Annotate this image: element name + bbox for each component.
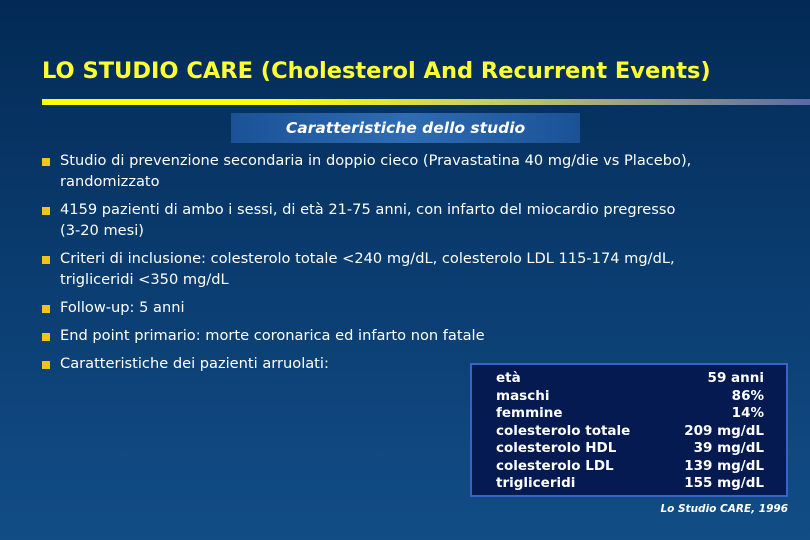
bullet-text: End point primario: morte coronarica ed infarto non fatale — [60, 327, 485, 344]
row-value: 39 mg/dL — [693, 440, 764, 456]
bullet-text-continued: (3-20 mesi) — [60, 222, 144, 239]
bullet-square-icon — [42, 256, 50, 264]
bullet-item — [42, 325, 802, 346]
table-row — [496, 405, 764, 423]
row-value: 209 mg/dL — [684, 422, 764, 439]
table-row — [496, 475, 764, 493]
bullet-text-continued: trigliceridi <350 mg/dL — [60, 271, 229, 288]
row-label: trigliceridi — [496, 475, 576, 491]
row-value: 59 anni — [707, 370, 764, 386]
row-value: 155 mg/dL — [684, 475, 764, 491]
title-underline — [42, 99, 810, 105]
bullet-text-continued: randomizzato — [60, 173, 160, 190]
bullet-item — [42, 248, 802, 290]
row-label: femmine — [496, 405, 563, 421]
table-row — [496, 458, 764, 476]
bullet-item — [42, 199, 802, 241]
bullet-text: Studio di prevenzione secondaria in doppio cieco (Pravastatina 40 mg/die vs Placebo), — [60, 152, 692, 169]
bullet-text: Follow-up: 5 anni — [60, 299, 185, 316]
table-row — [496, 370, 764, 388]
row-label: colesterolo LDL — [496, 457, 614, 474]
bullet-list — [42, 150, 802, 381]
table-row — [496, 388, 764, 406]
patient-characteristics-table — [470, 363, 788, 497]
bullet-square-icon — [42, 361, 50, 369]
row-label: maschi — [496, 387, 550, 404]
bullet-text: Caratteristiche dei pazienti arruolati: — [60, 355, 329, 372]
table-row — [496, 440, 764, 458]
source-citation: Lo Studio CARE, 1996 — [660, 503, 788, 515]
subtitle-banner — [231, 113, 580, 143]
table-row — [496, 423, 764, 441]
bullet-square-icon — [42, 333, 50, 341]
row-label: colesterolo HDL — [496, 440, 617, 456]
row-value: 14% — [731, 405, 764, 421]
subtitle: Caratteristiche dello studio — [285, 119, 526, 137]
row-value: 139 mg/dL — [684, 457, 764, 474]
row-label: colesterolo totale — [496, 422, 631, 439]
bullet-text: 4159 pazienti di ambo i sessi, di età 21-75 anni, con infarto del miocardio pregresso — [60, 201, 676, 218]
bullet-square-icon — [42, 207, 50, 215]
bullet-square-icon — [42, 158, 50, 166]
bullet-text: Criteri di inclusione: colesterolo totale <240 mg/dL, colesterolo LDL 115-174 mg/dL, — [60, 250, 675, 267]
bullet-item — [42, 150, 802, 192]
row-label: età — [496, 370, 521, 386]
row-value: 86% — [731, 387, 764, 404]
bullet-item — [42, 297, 802, 318]
bullet-square-icon — [42, 305, 50, 313]
slide-title: LO STUDIO CARE (Cholesterol And Recurrent Events) — [42, 58, 711, 84]
